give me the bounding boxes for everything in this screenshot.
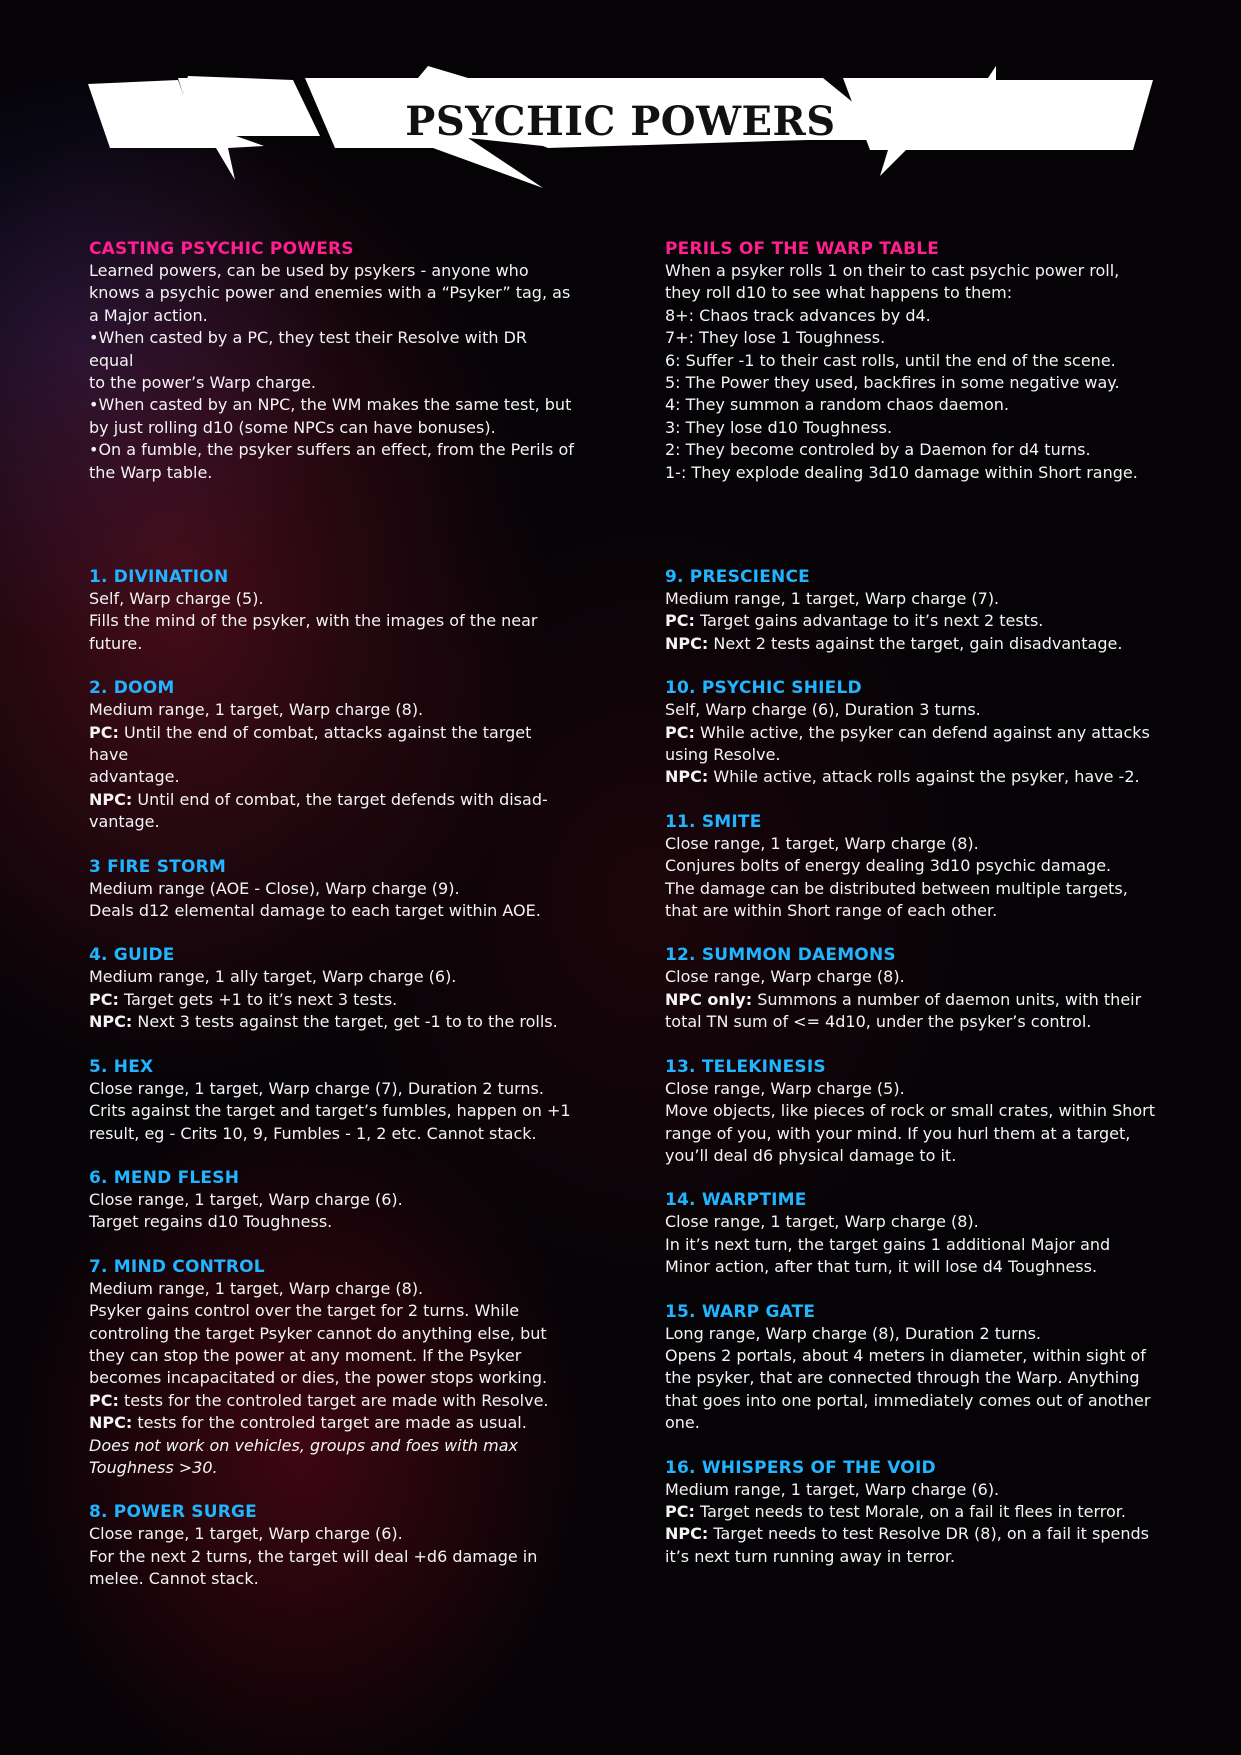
power-line-text: Move objects, like pieces of rock or small crates, within Short — [665, 1101, 1156, 1121]
power-line — [89, 1278, 574, 1300]
power-line — [89, 1078, 574, 1100]
power-line — [665, 855, 1165, 877]
power-line-text: Summons a number of daemon units, with their — [752, 989, 1142, 1009]
casting-line: to the power’s Warp charge. — [89, 373, 316, 393]
power-line-text: result, eg - Crits 10, 9, Fumbles - 1, 2 etc. Cannot stack. — [89, 1123, 537, 1143]
power-line-text: they can stop the power at any moment. If the Psyker — [89, 1345, 522, 1365]
power-line-text: Close range, Warp charge (5). — [665, 1078, 905, 1098]
power-line — [665, 989, 1165, 1011]
perils-line: 2: They become controled by a Daemon for d4 turns. — [665, 440, 1091, 460]
casting-heading: CASTING PSYCHIC POWERS — [89, 239, 354, 259]
power-line-label: PC: — [665, 722, 695, 742]
power-title: 10. PSYCHIC SHIELD — [665, 678, 862, 699]
perils-line: they roll d10 to see what happens to them: — [665, 283, 1013, 303]
power-line-text: Opens 2 portals, about 4 meters in diameter, within sight of — [665, 1345, 1146, 1365]
power-line — [665, 1501, 1165, 1523]
power-line — [89, 1211, 574, 1233]
power-entry — [89, 677, 574, 833]
power-line-label: NPC: — [665, 633, 709, 653]
power-line — [89, 722, 574, 767]
power-title: 3 FIRE STORM — [89, 856, 227, 877]
power-line-label: NPC: — [89, 1413, 133, 1433]
power-line-text: Medium range, 1 target, Warp charge (8). — [89, 700, 424, 720]
power-line-label: NPC: — [89, 1012, 133, 1032]
power-line-text: that goes into one portal, immediately comes out of another — [665, 1390, 1151, 1410]
power-line — [89, 1568, 574, 1590]
power-line — [665, 1123, 1165, 1145]
power-line-label: NPC only: — [665, 989, 753, 1009]
power-line-text: range of you, with your mind. If you hurl them at a target, — [665, 1123, 1131, 1143]
power-entry — [665, 944, 1165, 1033]
power-line — [89, 1435, 574, 1457]
power-line-text: Medium range, 1 target, Warp charge (7). — [665, 589, 1000, 608]
power-line-text: using Resolve. — [665, 745, 781, 765]
power-line-text: Crits against the target and target’s fumbles, happen on +1 — [89, 1101, 571, 1121]
power-line-text: tests for the controled target are made with Resolve. — [118, 1390, 549, 1410]
power-line-text: Long range, Warp charge (8), Duration 2 turns. — [665, 1323, 1041, 1343]
power-line — [665, 699, 1165, 721]
casting-line: Learned powers, can be used by psykers - anyone who — [89, 261, 529, 280]
power-line — [89, 1412, 574, 1434]
power-line-text: Until the end of combat, attacks against the target have — [89, 722, 532, 765]
casting-line: •When casted by an NPC, the WM makes the same test, but — [89, 395, 572, 415]
power-line-text: vantage. — [89, 812, 160, 832]
power-entry — [665, 1189, 1165, 1278]
power-line — [89, 1323, 574, 1345]
power-title: 14. WARPTIME — [665, 1190, 807, 1211]
power-entry — [665, 1457, 1165, 1569]
perils-heading: PERILS OF THE WARP TABLE — [665, 239, 940, 259]
power-line-label: NPC: — [89, 789, 133, 809]
title-banner — [88, 66, 1153, 196]
power-line — [665, 722, 1165, 744]
power-line — [665, 588, 1165, 610]
power-line-text: Target gains advantage to it’s next 2 tests. — [694, 611, 1044, 631]
power-line — [665, 1100, 1165, 1122]
power-line — [89, 1523, 574, 1545]
power-title: 15. WARP GATE — [665, 1301, 816, 1322]
power-line-text: Close range, 1 target, Warp charge (6). — [89, 1524, 403, 1544]
power-line — [89, 989, 574, 1011]
power-line-text: Medium range, 1 target, Warp charge (8). — [89, 1278, 424, 1298]
power-line-text: Next 3 tests against the target, get -1 to to the rolls. — [132, 1012, 558, 1032]
power-line — [665, 633, 1165, 655]
power-line — [89, 1457, 574, 1479]
power-line — [665, 1345, 1165, 1367]
power-line-text: Minor action, after that turn, it will lose d4 Toughness. — [665, 1257, 1098, 1277]
power-line — [665, 610, 1165, 632]
power-line-text: While active, attack rolls against the psyker, have -2. — [708, 767, 1140, 787]
power-line — [89, 633, 574, 655]
power-line-label: PC: — [89, 722, 119, 742]
power-line-text: you’ll deal d6 physical damage to it. — [665, 1145, 957, 1165]
power-entry — [665, 811, 1165, 923]
power-line — [665, 1234, 1165, 1256]
casting-line: •On a fumble, the psyker suffers an effect, from the Perils of — [89, 440, 574, 460]
power-entry — [665, 677, 1165, 789]
power-line — [89, 811, 574, 833]
power-entry — [89, 1501, 574, 1590]
power-line-text: it’s next turn running away in terror. — [665, 1546, 956, 1566]
power-line-text: Target needs to test Morale, on a fail it flees in terror. — [694, 1501, 1126, 1521]
casting-line: by just rolling d10 (some NPCs can have bonuses). — [89, 417, 496, 437]
power-entry — [89, 1256, 574, 1480]
power-line-text: For the next 2 turns, the target will deal +d6 damage in — [89, 1546, 538, 1566]
perils-line: 3: They lose d10 Toughness. — [665, 417, 893, 437]
power-title: 7. MIND CONTROL — [89, 1256, 265, 1277]
powers-list-left — [89, 566, 574, 1613]
casting-line: a Major action. — [89, 305, 208, 325]
power-line-text: tests for the controled target are made as usual. — [132, 1413, 527, 1433]
perils-line: 1-: They explode dealing 3d10 damage within Short range. — [665, 462, 1138, 482]
power-title: 5. HEX — [89, 1056, 154, 1077]
casting-section — [89, 238, 574, 484]
power-line — [89, 1300, 574, 1322]
power-entry — [89, 566, 574, 655]
power-line-note: Does not work on vehicles, groups and foes with max — [89, 1435, 518, 1455]
power-line-text: Psyker gains control over the target for 2 turns. While — [89, 1301, 520, 1321]
perils-line: 4: They summon a random chaos daemon. — [665, 395, 1010, 415]
power-line — [89, 1189, 574, 1211]
power-title: 11. SMITE — [665, 811, 762, 832]
power-line — [89, 588, 574, 610]
power-line — [89, 699, 574, 721]
power-title: 16. WHISPERS OF THE VOID — [665, 1457, 936, 1478]
casting-text — [89, 260, 574, 484]
power-line-text: Deals d12 elemental damage to each target within AOE. — [89, 901, 541, 921]
power-title: 6. MEND FLESH — [89, 1167, 240, 1188]
power-line — [89, 966, 574, 988]
perils-section — [665, 238, 1165, 484]
power-line-text: Close range, 1 target, Warp charge (6). — [89, 1189, 403, 1209]
power-title: 4. GUIDE — [89, 945, 175, 966]
power-title: 9. PRESCIENCE — [665, 567, 810, 587]
power-line-text: Medium range, 1 target, Warp charge (6). — [665, 1479, 1000, 1499]
perils-line: 5: The Power they used, backfires in some negative way. — [665, 373, 1120, 393]
power-line-text: While active, the psyker can defend against any attacks — [694, 722, 1150, 742]
power-line-label: NPC: — [665, 767, 709, 787]
power-line — [89, 1011, 574, 1033]
casting-line: •When casted by a PC, they test their Resolve with DR equal — [89, 328, 528, 370]
power-line-text: Until end of combat, the target defends with disad- — [132, 789, 548, 809]
page-title: PSYCHIC POWERS — [405, 98, 836, 145]
power-line-text: advantage. — [89, 767, 180, 787]
power-line — [89, 1123, 574, 1145]
power-line — [665, 1367, 1165, 1389]
power-title: 8. POWER SURGE — [89, 1502, 257, 1523]
power-line-text: Medium range, 1 ally target, Warp charge (6). — [89, 967, 457, 987]
power-title: 2. DOOM — [89, 678, 175, 699]
power-line-text: Target gets +1 to it’s next 3 tests. — [118, 989, 398, 1009]
power-entry — [665, 1301, 1165, 1435]
power-line-text: controling the target Psyker cannot do anything else, but — [89, 1323, 547, 1343]
power-line-label: PC: — [89, 989, 119, 1009]
power-line-text: one. — [665, 1413, 700, 1433]
power-line — [89, 1546, 574, 1568]
power-line-text: the psyker, that are connected through the Warp. Anything — [665, 1368, 1140, 1388]
power-line — [665, 1211, 1165, 1233]
power-line — [665, 878, 1165, 900]
power-line-text: future. — [89, 633, 143, 653]
power-line-text: that are within Short range of each other. — [665, 901, 998, 921]
power-line — [665, 966, 1165, 988]
power-entry — [89, 1167, 574, 1234]
power-entry — [665, 1056, 1165, 1168]
perils-line: 8+: Chaos track advances by d4. — [665, 305, 931, 325]
power-line — [665, 1011, 1165, 1033]
power-line — [89, 789, 574, 811]
power-entry — [89, 1056, 574, 1145]
perils-line: 6: Suffer -1 to their cast rolls, until the end of the scene. — [665, 350, 1116, 370]
power-line-text: Conjures bolts of energy dealing 3d10 psychic damage. — [665, 856, 1112, 876]
power-line — [665, 1412, 1165, 1434]
casting-line: the Warp table. — [89, 462, 213, 482]
power-line-text: total TN sum of <= 4d10, under the psyker’s control. — [665, 1012, 1092, 1032]
power-entry — [665, 566, 1165, 655]
power-line-label: PC: — [665, 1501, 695, 1521]
power-entry — [89, 856, 574, 923]
power-line-text: melee. Cannot stack. — [89, 1569, 259, 1589]
power-line — [665, 1256, 1165, 1278]
power-line-text: Medium range (AOE - Close), Warp charge (9). — [89, 878, 460, 898]
power-line-text: Close range, 1 target, Warp charge (7), Duration 2 turns. — [89, 1078, 544, 1098]
power-line-label: PC: — [665, 611, 695, 631]
power-line — [665, 744, 1165, 766]
power-line-text: The damage can be distributed between multiple targets, — [665, 878, 1128, 898]
power-line-label: NPC: — [665, 1524, 709, 1544]
power-line — [89, 1100, 574, 1122]
power-line-text: Close range, 1 target, Warp charge (8). — [665, 833, 979, 853]
power-title: 13. TELEKINESIS — [665, 1056, 826, 1077]
power-line-text: In it’s next turn, the target gains 1 additional Major and — [665, 1234, 1111, 1254]
power-line — [665, 1323, 1165, 1345]
power-line-text: Self, Warp charge (6), Duration 3 turns. — [665, 700, 981, 720]
power-line-text: Target needs to test Resolve DR (8), on a fail it spends — [708, 1524, 1149, 1544]
power-line — [665, 1523, 1165, 1545]
power-title: 12. SUMMON DAEMONS — [665, 945, 896, 966]
power-line — [665, 900, 1165, 922]
power-line — [89, 1367, 574, 1389]
power-line-text: Self, Warp charge (5). — [89, 589, 264, 608]
power-line-text: Close range, 1 target, Warp charge (8). — [665, 1212, 979, 1232]
power-line-text: Next 2 tests against the target, gain disadvantage. — [708, 633, 1123, 653]
power-line — [89, 766, 574, 788]
power-line — [665, 1145, 1165, 1167]
power-line-text: becomes incapacitated or dies, the power stops working. — [89, 1368, 548, 1388]
power-title: 1. DIVINATION — [89, 567, 229, 587]
power-line — [89, 878, 574, 900]
perils-text — [665, 260, 1165, 484]
power-line — [665, 833, 1165, 855]
power-line-note: Toughness >30. — [89, 1457, 218, 1477]
perils-line: When a psyker rolls 1 on their to cast psychic power roll, — [665, 261, 1120, 280]
power-line — [89, 1390, 574, 1412]
power-line — [665, 1479, 1165, 1501]
power-line-label: PC: — [89, 1390, 119, 1410]
power-line — [665, 766, 1165, 788]
power-line-text: Close range, Warp charge (8). — [665, 967, 905, 987]
power-line — [89, 900, 574, 922]
perils-line: 7+: They lose 1 Toughness. — [665, 328, 886, 348]
power-line-text: Target regains d10 Toughness. — [89, 1212, 333, 1232]
power-line — [665, 1546, 1165, 1568]
power-line — [89, 610, 574, 632]
power-line-text: Fills the mind of the psyker, with the images of the near — [89, 611, 538, 631]
power-line — [665, 1390, 1165, 1412]
power-line — [665, 1078, 1165, 1100]
power-entry — [89, 944, 574, 1033]
powers-list-right — [665, 566, 1165, 1590]
power-line — [89, 1345, 574, 1367]
casting-line: knows a psychic power and enemies with a “Psyker” tag, as — [89, 283, 571, 303]
